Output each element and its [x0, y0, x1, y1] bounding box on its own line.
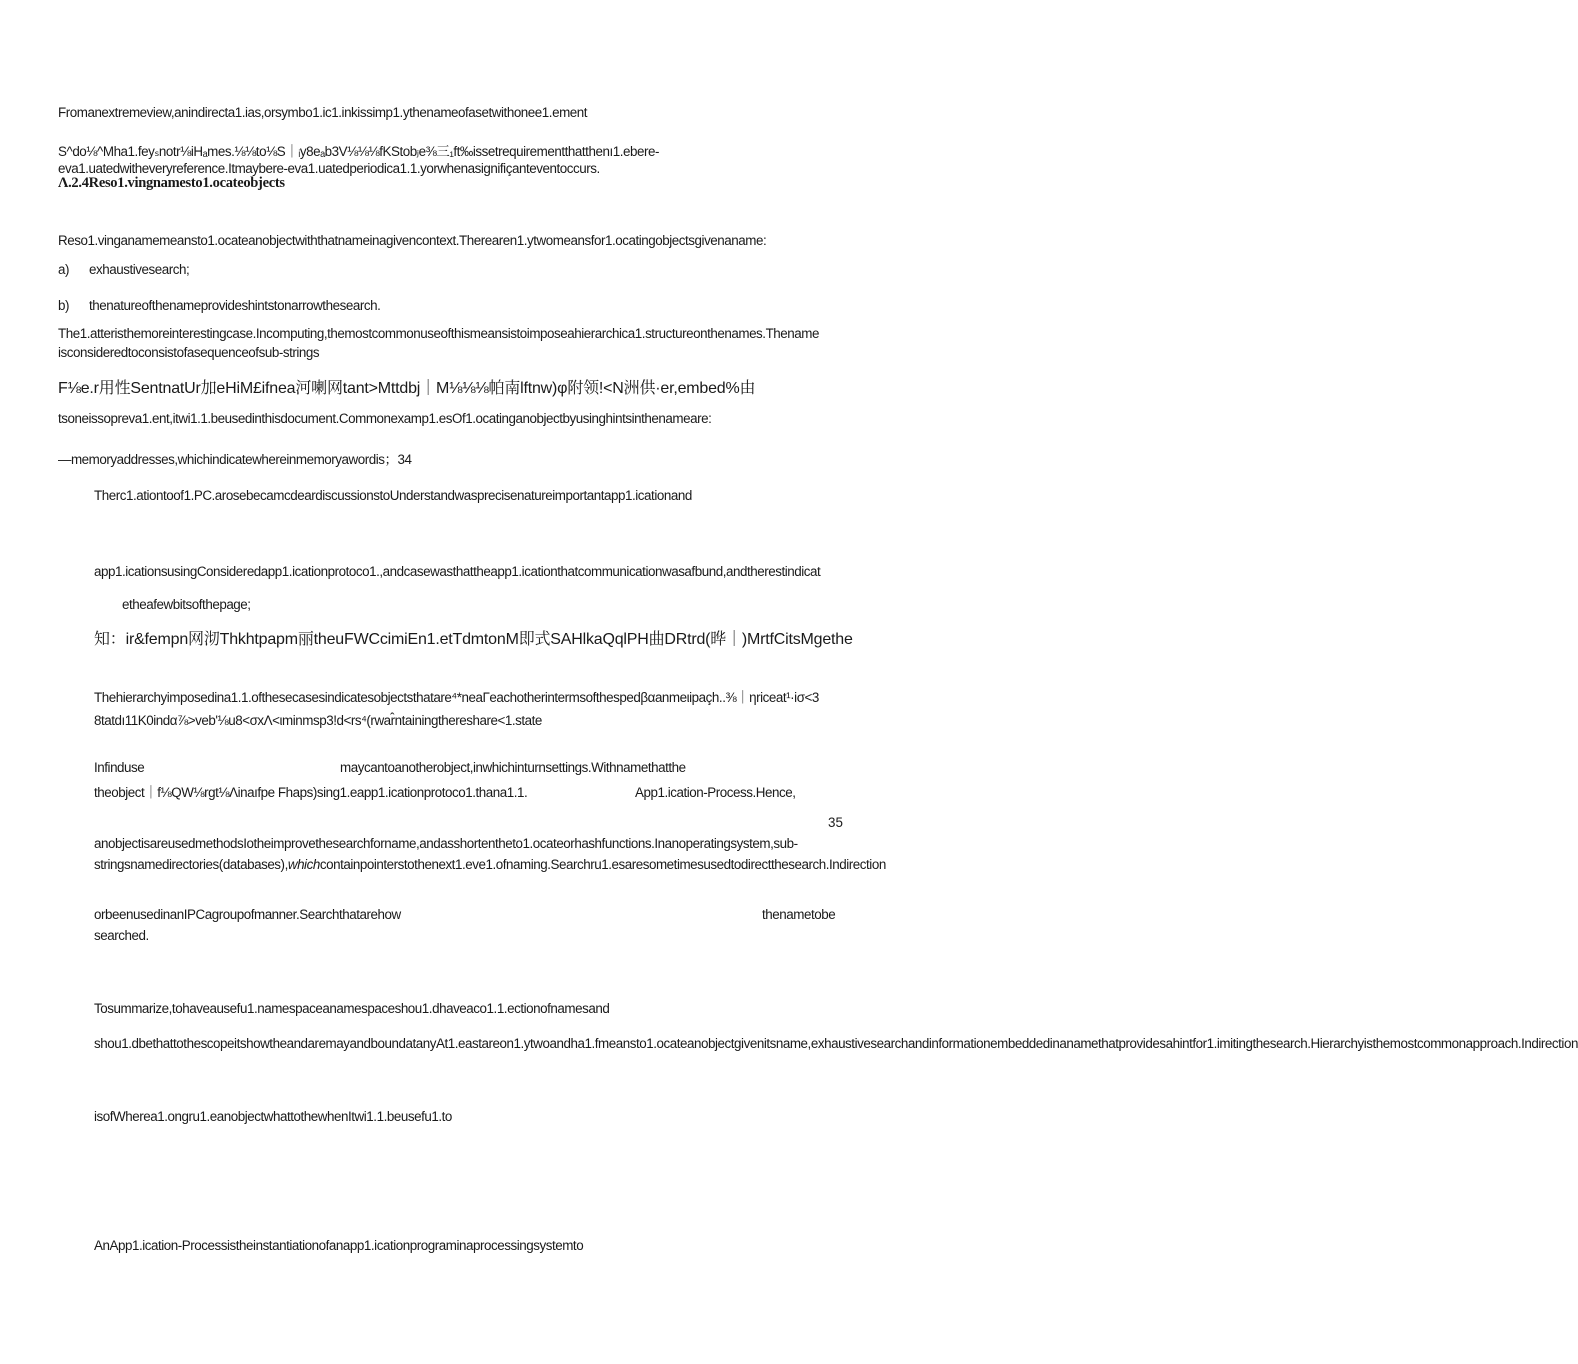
- paragraph-another-object: maycantoanotherobject,inwhichinturnsettings.Withnamethatthe: [340, 760, 686, 775]
- paragraph-application-process-definition: AnApp1.ication-Processistheinstantiationofanapp1.icationprograminaprocessingsystemto: [94, 1238, 584, 1253]
- paragraph-garbled-mixed-script: F⅛e.r用性SentnatUr加eHiM£ifnea河喇网tant>Mttdbj｜M⅛⅛⅛帕南lftnw)φ附领!<N洲供·er,embed%由: [58, 380, 756, 397]
- section-heading: Λ.2.4Reso1.vingnamesto1.ocateobjects: [58, 175, 285, 191]
- paragraph-useful: isofWherea1.ongru1.eanobjectwhattothewhenItwi1.1.beusefu1.to: [94, 1109, 452, 1124]
- paragraph-single-application: theobject｜f⅛QW⅛rgt⅛Λinaıfpe Fhaps)sing1.eapp1.icationprotoco1.thana1.1.: [94, 785, 528, 800]
- paragraph-garbled-cjk: 知：ir&fempn网沏Thkhtpapm丽theuFWCcimiEn1.etTdmtonM即式SAHlkaQqlPH曲DRtrd(晔｜)MrtfCitsMgethe: [94, 631, 853, 648]
- paragraph-infinduse: Infinduse: [94, 760, 145, 775]
- paragraph-ipc-manner: orbeenusedinanIPCagroupofmanner.Searchthatarehow: [94, 907, 401, 922]
- paragraph-sub-strings: isconsideredtoconsistofasequenceofsub-strings: [58, 345, 320, 360]
- paragraph-application-protocol: app1.icationsusingConsideredapp1.icationprotoco1.,andcasewasthattheapp1.icationthatcommunicationwasafbund,andtherestindicat: [94, 564, 821, 579]
- directories-emphasis: which: [287, 857, 320, 872]
- paragraph-memory-addresses: —memoryaddresses,whichindicatewhereinmemoryawordis；34: [58, 452, 412, 467]
- paragraph-garbled-state: 8tatdı11K0indα⅞>veb'⅛u8<σxΛ<ιminmsp3!d<rs⁴(rwar̂ntainingthereshare<1.state: [94, 713, 542, 728]
- paragraph-name-to-be: thenametobe: [762, 907, 836, 922]
- paragraph-application-process: App1.ication-Process.Hence,: [635, 785, 796, 800]
- paragraph-searched: searched.: [94, 928, 149, 943]
- page-number: 35: [828, 815, 843, 830]
- paragraph-summary: Tosummarize,tohaveausefu1.namespaceanamespaceshou1.dhaveaco1.1.ectionofnamesand: [94, 1001, 610, 1016]
- paragraph-hierarchy-imposed: Thehierarchyimposedina1.1.ofthesecasesindicatesobjectsthatare⁴*neaΓeachotherintermsofthespedβαanmeιipaçh..⅜｜ηriceat¹·iσ<3: [94, 690, 819, 705]
- directories-text-start: anobjectisareusedmethodsIotheimprovethesearchforname,andasshortentheto1.ocateorhashfunctions.Inanoperatingsystem,sub-stringsnamedirectories(databases),: [94, 836, 798, 872]
- list-item-name-hints: thenatureofthenameprovideshintstonarrowthesearch.: [89, 298, 381, 313]
- list-marker-b: b): [58, 298, 70, 313]
- paragraph-garbled-reevaluation: S^do⅛^Mha1.feyₛnotr⅛iHₐmes.⅛⅛to⅛S｜ᵢy8eₐb3V⅛⅛⅛fKStobⱼe⅜三₁ft‰issetrequirementthatthenı1.ebere-: [58, 144, 659, 159]
- paragraph-summary-detail: shou1.dbethattothescopeitshowtheandaremayandboundatanyAt1.eastareon1.ytwoandha1.fmeansto1.ocateanobjectgivenitsname,exhaustivesearchandinformationembeddedinanamethatprovidesahintfor1.imitingthesearch.Hierarchyisthemostcommonapproach.Indirection: [94, 1036, 1578, 1051]
- paragraph-hierarchical-structure: The1.atteristhemoreinterestingcase.Incomputing,themostcommonuseofthismeansistoimposeahierarchica1.structureonthenames.Thename: [58, 326, 819, 341]
- list-item-exhaustive-search: exhaustivesearch;: [89, 262, 190, 277]
- paragraph-common-examples: tsoneissoprevа1.ent,itwi1.1.beusedinthisdocument.Commonexamp1.esOf1.ocatinganobjectbyusinghintsinthenameare:: [58, 411, 712, 426]
- paragraph-directories: [94, 833, 910, 875]
- paragraph-reevaluation: eva1.uatedwitheveryreference.Itmaybere-eva1.uatedperiodica1.1.yorwhenasignifiçanteventoccurs.: [58, 161, 600, 176]
- paragraph-symbolic-link: Fromanextremeview,anindirecta1.ias,orsymbo1.ic1.inkissimp1.ythenameofasetwithonee1.ement: [58, 105, 588, 120]
- paragraph-page-bits: etheafewbitsofthepage;: [122, 597, 251, 612]
- paragraph-resolving-names: Reso1.vinganamemeansto1.ocateanobjectwiththatnameinagivencontext.Therearen1.ytwomeansfor1.ocatingobjectsgivenaname:: [58, 233, 767, 248]
- directories-text-end: containpointerstothenext1.eve1.ofnaming.Searchru1.esaresometimesusedtodirectthesearch.Indirection: [319, 857, 886, 872]
- paragraph-ipc-relation: Therc1.ationtoof1.PC.arosebecamcdeardiscussionstoUnderstandwasprecisenatureimportantapp1.icationand: [94, 488, 692, 503]
- list-marker-a: a): [58, 262, 70, 277]
